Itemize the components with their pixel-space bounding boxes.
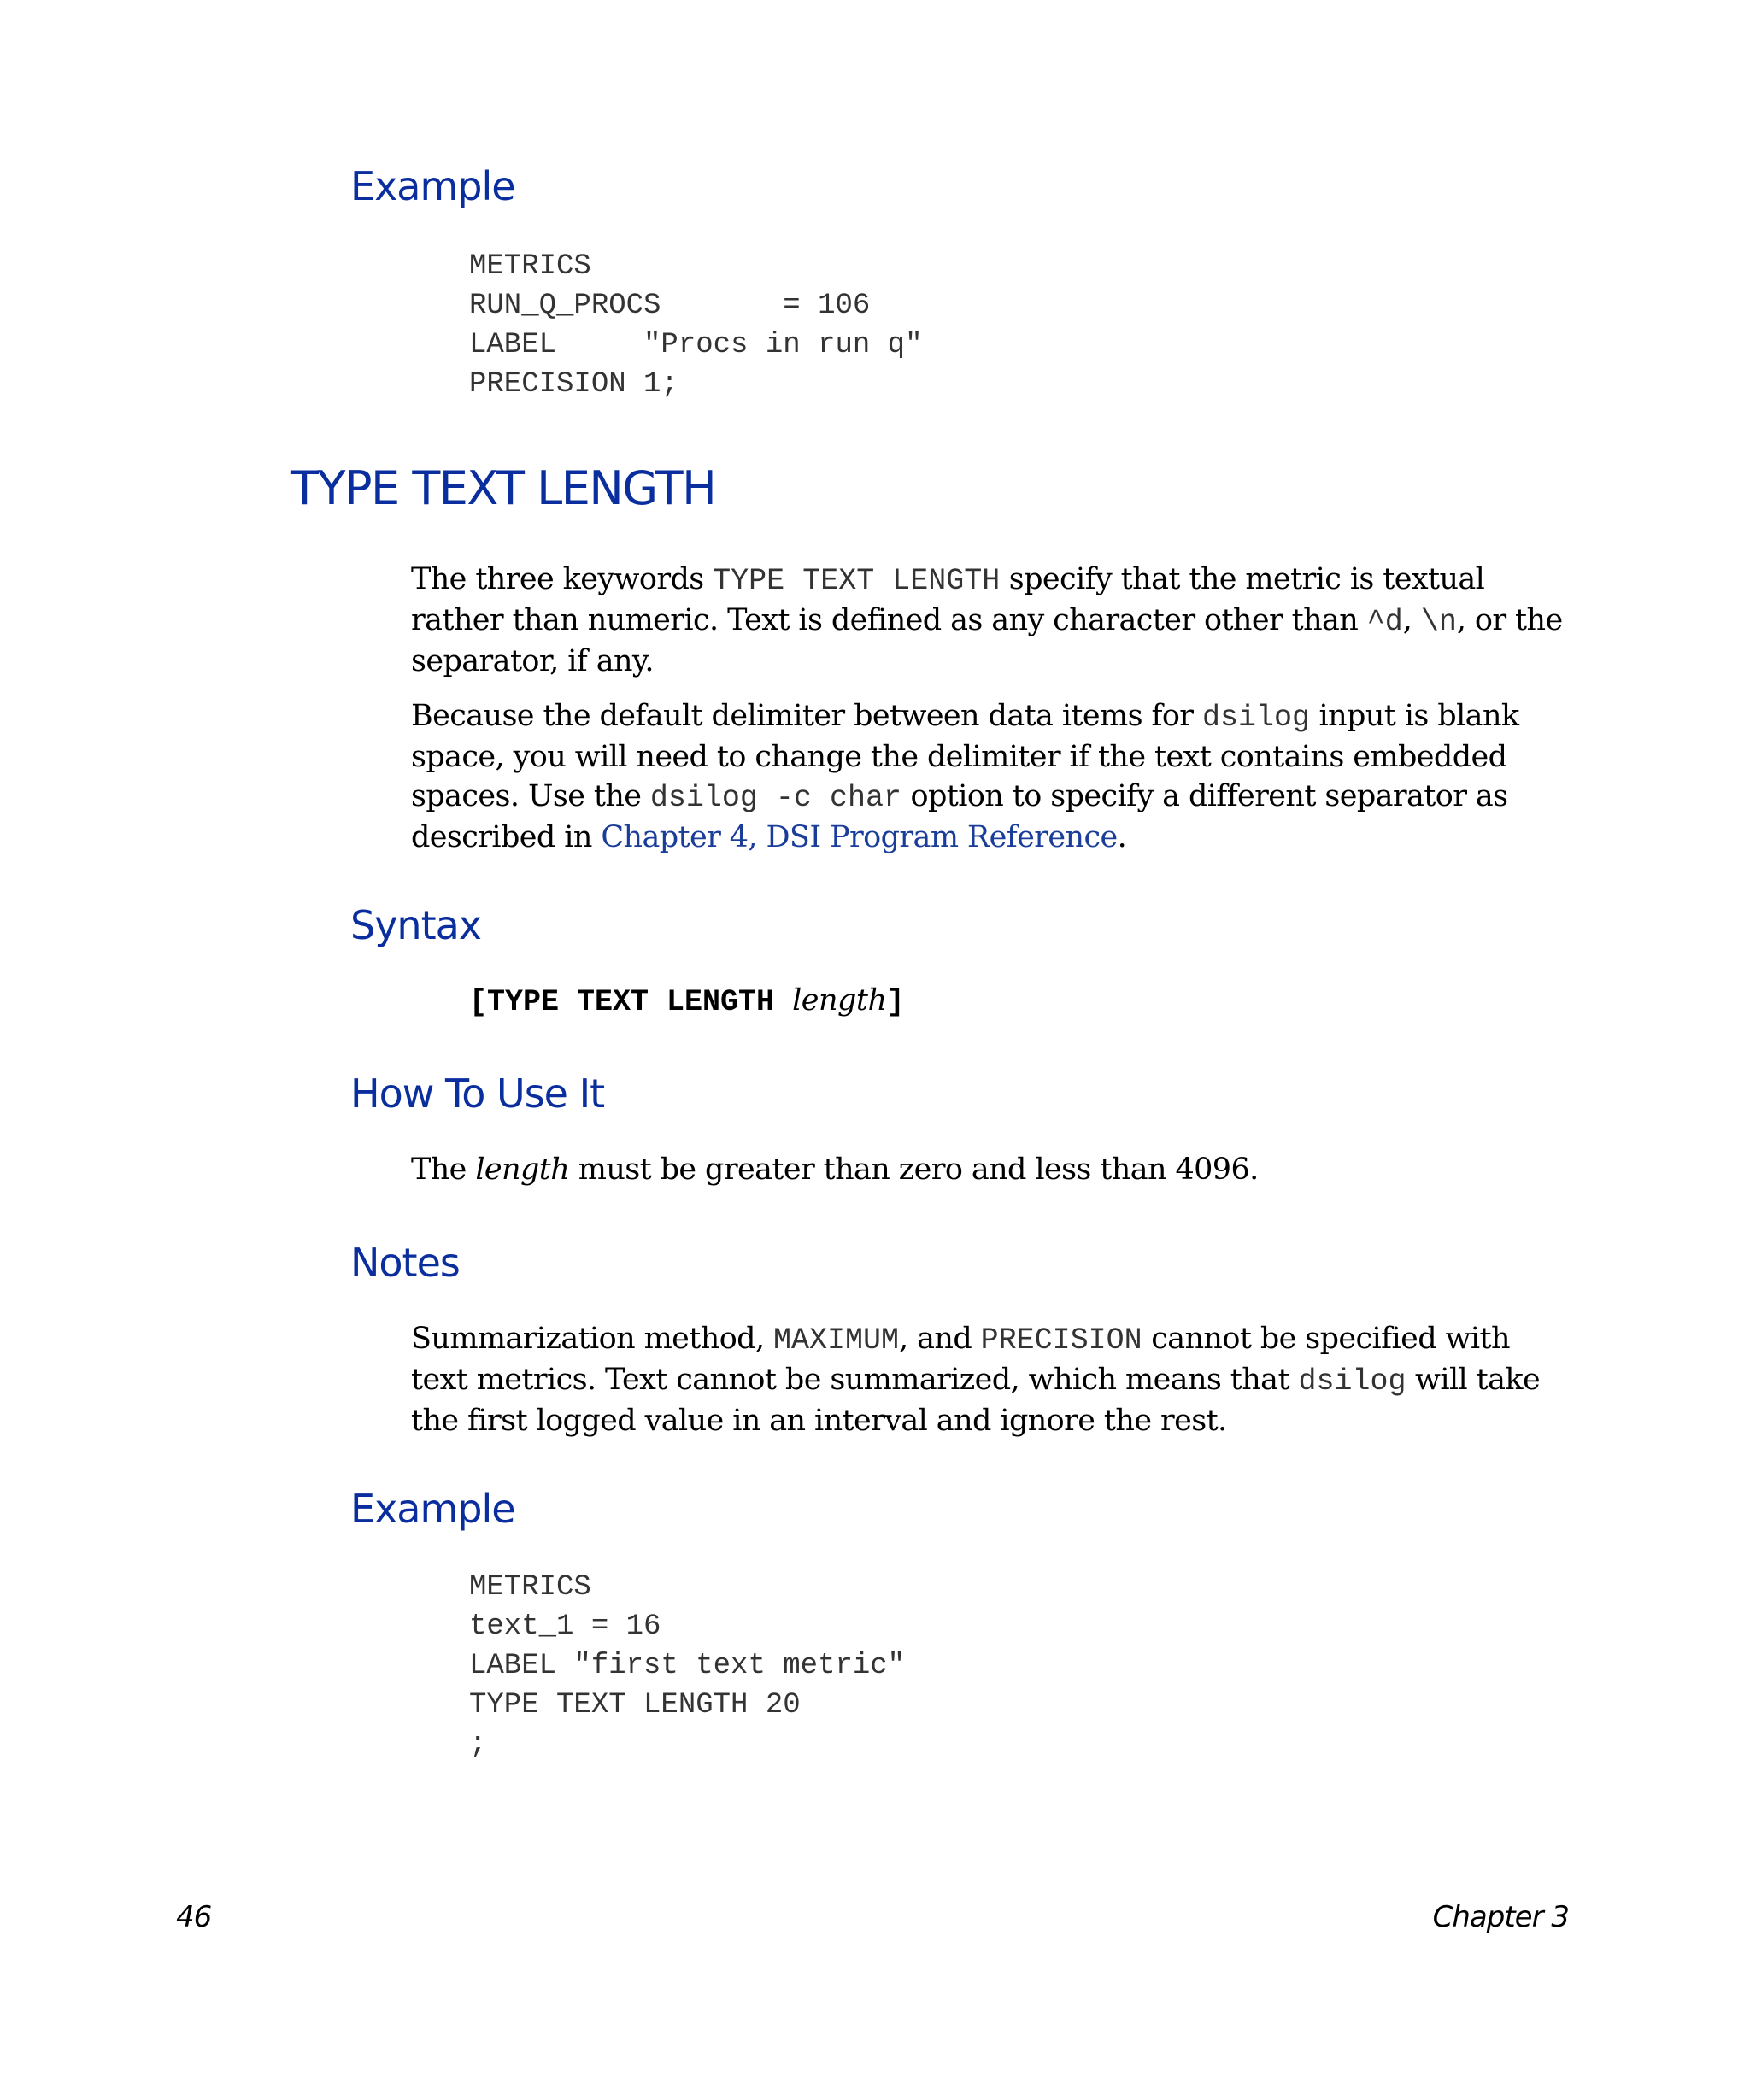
syntax-bracket: ] [886, 985, 905, 1019]
code-line: PRECISION 1; [469, 368, 678, 401]
inline-code: \n [1420, 605, 1457, 639]
text-run: the first logged value in an interval and ignore the rest. [411, 1404, 1227, 1438]
inline-code: dsilog [1201, 701, 1310, 735]
text-run: , and [899, 1322, 981, 1356]
text-run: separator, if any. [411, 644, 654, 678]
code-line: text_1 = 16 [469, 1610, 661, 1643]
text-run: must be greater than zero and less than 4096. [569, 1153, 1259, 1187]
text-run: option to specify a different separator as [901, 779, 1508, 813]
text-run: Because the default delimiter between data items for [411, 699, 1202, 733]
chapter-label: Chapter 3 [1432, 1900, 1569, 1934]
text-run: , or the [1456, 603, 1563, 637]
example-heading-1: Example [350, 163, 515, 209]
text-run: input is blank [1310, 699, 1519, 733]
paragraph-description [411, 560, 1607, 681]
inline-code: TYPE TEXT LENGTH [713, 564, 1001, 598]
page-number: 46 [176, 1900, 212, 1934]
paragraph-how-to-use [411, 1150, 1607, 1189]
text-run: The [411, 1153, 476, 1187]
paragraph-delimiter [411, 696, 1607, 857]
text-run: text metrics. Text cannot be summarized, which means that [411, 1363, 1299, 1397]
inline-code: MAXIMUM [773, 1323, 900, 1358]
code-line: LABEL "Procs in run q" [469, 329, 923, 361]
inline-code: dsilog [1298, 1364, 1406, 1399]
inline-code: PRECISION [980, 1323, 1142, 1358]
text-run: rather than numeric. Text is defined as any character other than [411, 603, 1367, 637]
syntax-keywords: [TYPE TEXT LENGTH [469, 985, 793, 1019]
example-heading-2: Example [350, 1486, 515, 1532]
text-run: Summarization method, [411, 1322, 774, 1356]
code-line: METRICS [469, 250, 591, 283]
how-to-use-heading: How To Use It [350, 1071, 605, 1117]
text-run: space, you will need to change the delimiter if the text contains embedded [411, 740, 1507, 774]
text-run: will take [1406, 1363, 1541, 1397]
chapter-4-link[interactable]: Chapter 4, DSI Program Reference [601, 820, 1118, 854]
code-line: ; [469, 1728, 487, 1761]
inline-code: ^d [1366, 605, 1403, 639]
example-code-block-2 [469, 1568, 905, 1764]
syntax-argument: length [792, 983, 887, 1018]
text-run: specify that the metric is textual [1000, 562, 1485, 596]
text-run: The three keywords [411, 562, 714, 596]
code-line: METRICS [469, 1571, 591, 1604]
notes-heading: Notes [350, 1240, 460, 1286]
text-run: , [1402, 603, 1421, 637]
code-line: LABEL "first text metric" [469, 1650, 906, 1682]
code-line: RUN_Q_PROCS = 106 [469, 290, 871, 322]
inline-code: dsilog -c char [649, 781, 901, 815]
example-code-block-1 [469, 247, 923, 404]
text-run: cannot be specified with [1142, 1322, 1510, 1356]
syntax-heading: Syntax [350, 902, 482, 948]
text-run: described in [411, 820, 602, 854]
text-run: . [1117, 820, 1127, 854]
text-run: spaces. Use the [411, 779, 650, 813]
emphasis: length [475, 1153, 570, 1187]
paragraph-notes [411, 1319, 1607, 1440]
syntax-line [469, 981, 905, 1022]
section-title: TYPE TEXT LENGTH [291, 461, 716, 515]
code-line: TYPE TEXT LENGTH 20 [469, 1689, 801, 1722]
